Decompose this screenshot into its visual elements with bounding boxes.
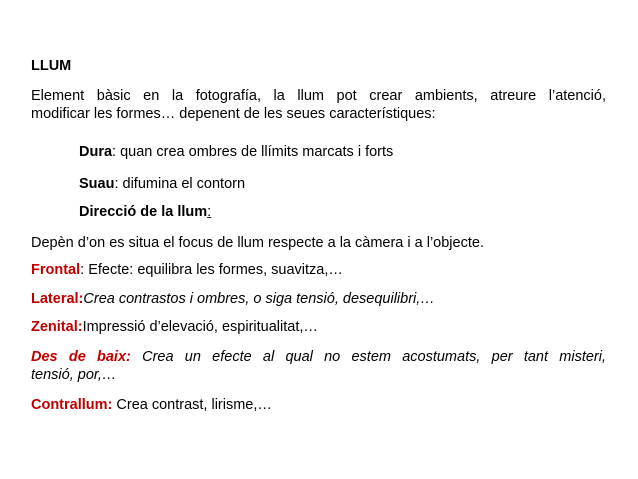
direccio-heading [79,203,638,221]
contrallum-text: Crea contrast, lirisme,… [112,397,272,413]
dura-term: Dura [79,144,113,160]
frontal-text: : Efecte: equilibra les formes, suavitza,… [80,262,343,278]
contrallum-term: Contrallum: [31,397,113,413]
lateral-term: Lateral: [31,291,84,307]
intro-line-1: Element bàsic en la fotografía, la llum pot crear ambients, atreure l’atenció, [31,88,606,104]
des-de-baix-line-1 [31,348,606,366]
title: LLUM [31,58,72,74]
suau-item [79,175,638,193]
dura-text: : quan crea ombres de llímits marcats i forts [112,144,394,160]
suau-term: Suau [79,176,115,192]
zenital-item [31,318,606,336]
zenital-text: Impressió d’elevació, espiritualitat,… [82,319,318,335]
lateral-text: Crea contrastos i ombres, o siga tensió, desequilibri,… [83,291,435,307]
direccio-term: Direcció de la llum [79,204,208,220]
direccio-colon: : [207,204,212,220]
frontal-item [31,261,606,279]
dura-item [79,143,638,161]
contrallum-item [31,396,606,414]
frontal-term: Frontal [31,262,81,278]
depen-text: Depèn d’on es situa el focus de llum respecte a la càmera i a l’objecte. [31,235,484,251]
des-de-baix-text-1: Crea un efecte al qual no estem acostumats, per tant misteri, [130,349,606,365]
zenital-term: Zenital: [31,319,83,335]
des-de-baix-line-2: tensió, por,… [31,367,117,383]
suau-text: : difumina el contorn [114,176,246,192]
lateral-item [31,290,606,308]
des-de-baix-term: Des de baix: [31,349,131,365]
intro-line-2: modificar les formes… depenent de les seues característiques: [31,106,436,122]
